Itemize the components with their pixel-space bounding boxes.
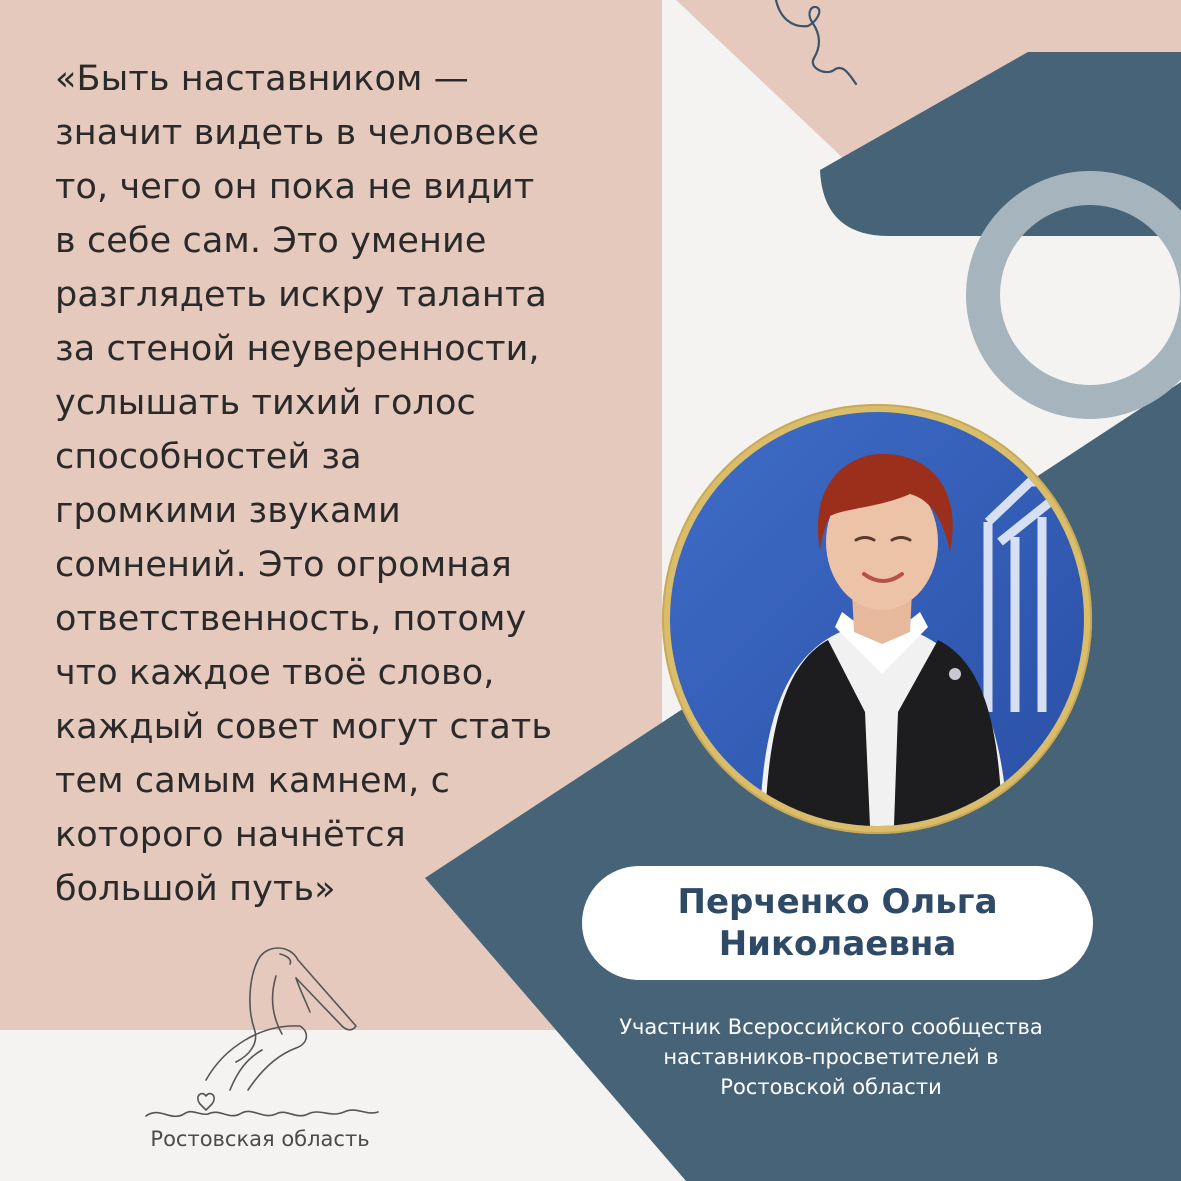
- quote-line: ответственность, потому: [55, 599, 527, 639]
- quote-line: громкими звуками: [55, 491, 401, 531]
- portrait-frame: [662, 404, 1092, 834]
- caption-line: Ростовской области: [720, 1075, 942, 1099]
- quote-line: тем самым камнем, с: [55, 761, 450, 801]
- person-name-line1: Перченко Ольга: [677, 882, 998, 922]
- pelican-icon: [130, 930, 390, 1130]
- region-label: Ростовская область: [150, 1127, 370, 1151]
- quote-line: услышать тихий голос: [55, 383, 476, 423]
- quote-line: которого начнётся: [55, 815, 406, 855]
- quote-text: [55, 52, 655, 916]
- quote-line: способностей за: [55, 437, 362, 477]
- portrait-illustration: [670, 412, 1084, 826]
- quote-line: то, чего он пока не видит: [55, 167, 535, 207]
- portrait-photo: [670, 412, 1084, 826]
- quote-line: разглядеть искру таланта: [55, 275, 547, 315]
- quote-line: за стеной неуверенности,: [55, 329, 540, 369]
- quote-line: «Быть наставником —: [55, 59, 469, 99]
- person-caption: [560, 1012, 1102, 1102]
- quote-line: каждый совет могут стать: [55, 707, 553, 747]
- caption-line: Участник Всероссийского сообщества: [619, 1015, 1043, 1039]
- quote-line: что каждое твоё слово,: [55, 653, 495, 693]
- quote-line: большой путь»: [55, 869, 336, 909]
- quote-line: значит видеть в человеке: [55, 113, 540, 153]
- quote-line: сомнений. Это огромная: [55, 545, 512, 585]
- quote-line: в себе сам. Это умение: [55, 221, 487, 261]
- person-name-line2: Николаевна: [718, 924, 957, 964]
- caption-line: наставников-просветителей в: [663, 1045, 999, 1069]
- name-badge: [582, 866, 1093, 980]
